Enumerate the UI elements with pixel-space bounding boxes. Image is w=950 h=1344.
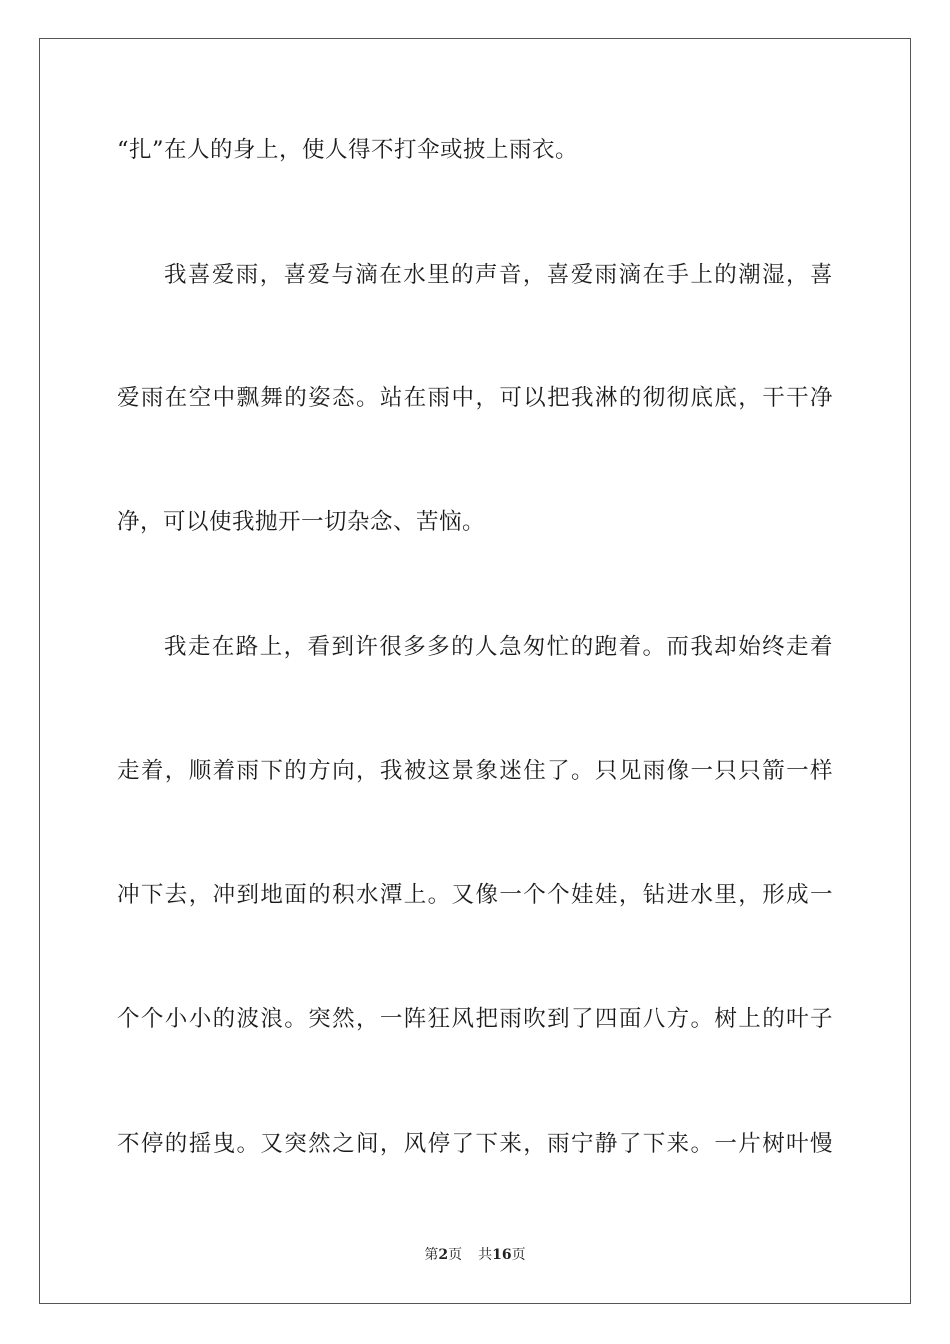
text-line: 不停的摇曳。又突然之间，风停了下来，雨宁静了下来。一片树叶慢 [117, 1131, 833, 1157]
page-suffix: 页 [448, 1247, 463, 1263]
page-prefix: 第 [424, 1247, 439, 1263]
total-suffix: 页 [511, 1247, 526, 1263]
text-line: 爱雨在空中飘舞的姿态。站在雨中，可以把我淋的彻彻底底，干干净 [117, 385, 833, 411]
page-number: 2 [438, 1247, 449, 1263]
text-line: 冲下去，冲到地面的积水潭上。又像一个个娃娃，钻进水里，形成一 [117, 882, 833, 908]
paragraph-first-line: 我喜爱雨，喜爱与滴在水里的声音，喜爱雨滴在手上的潮湿，喜 [164, 262, 833, 288]
page-footer [0, 1246, 950, 1264]
paragraph-first-line: 我走在路上，看到许很多多的人急匆忙的跑着。而我却始终走着 [164, 634, 833, 660]
page-border [39, 38, 911, 1304]
text-line: 走着，顺着雨下的方向，我被这景象迷住了。只见雨像一只只箭一样 [117, 758, 833, 784]
total-prefix: 共 [478, 1247, 493, 1263]
text-line: 净，可以使我抛开一切杂念、苦恼。 [117, 509, 486, 535]
total-pages: 16 [492, 1247, 512, 1263]
text-line: 个个小小的波浪。突然，一阵狂风把雨吹到了四面八方。树上的叶子 [117, 1006, 833, 1032]
text-line: “扎”在人的身上，使人得不打伞或披上雨衣。 [117, 137, 579, 163]
